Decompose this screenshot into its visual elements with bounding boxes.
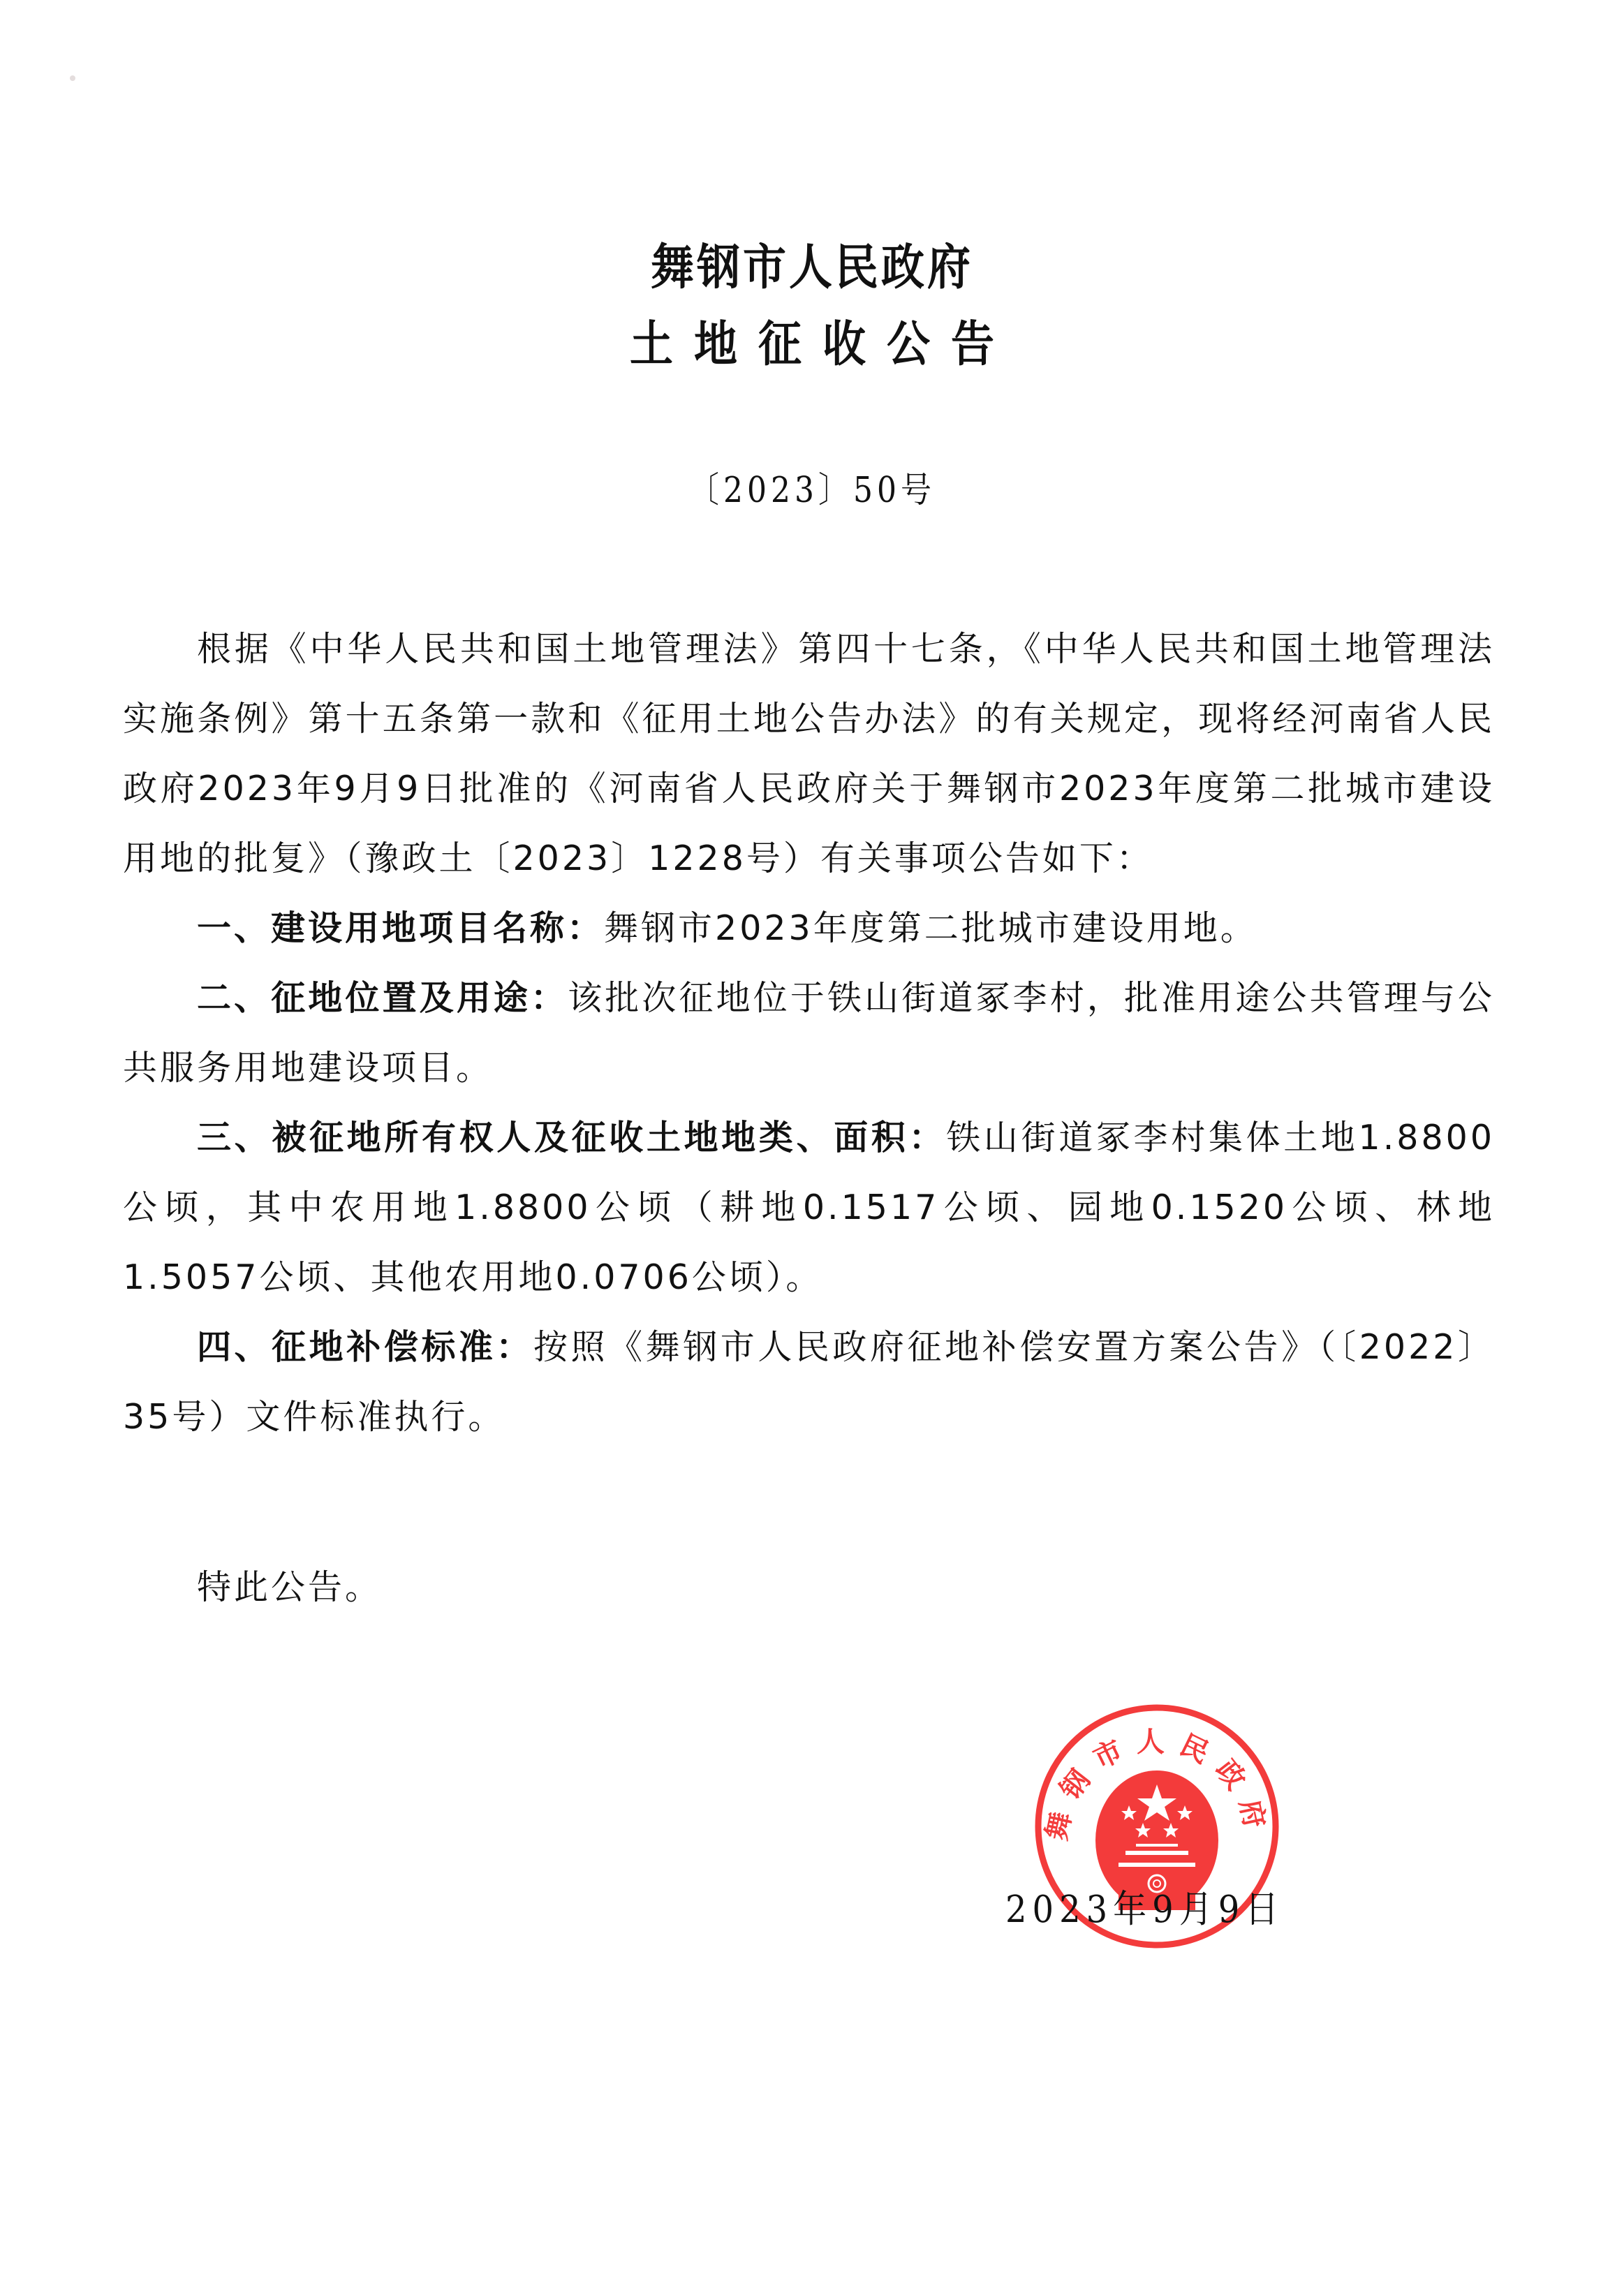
item-3-heading: 三、被征地所有权人及征收土地地类、面积： <box>197 1118 947 1158</box>
item-4-heading: 四、征地补偿标准： <box>197 1327 533 1367</box>
item-4-text: 按照《舞钢市人民政府征地补偿安置方案公告》（〔2022〕35号）文件标准执行。 <box>123 1327 1495 1437</box>
item-2-text: 该批次征地位于铁山街道冢李村，批准用途公共管理与公共服务用地建设项目。 <box>123 978 1495 1088</box>
document-title: 土地征收公告 <box>629 315 1015 373</box>
item-1-text: 舞钢市2023年度第二批城市建设用地。 <box>604 908 1257 948</box>
item-2 <box>123 963 1495 1103</box>
item-1 <box>123 894 1495 963</box>
item-2-heading: 二、征地位置及用途： <box>197 978 568 1018</box>
document-number: 〔2023〕50号 <box>688 470 936 511</box>
seal-text: 舞钢市人民政府 <box>1040 1726 1274 1844</box>
closing-remark: 特此公告。 <box>197 1567 383 1607</box>
item-3 <box>123 1103 1495 1313</box>
item-3-text: 铁山街道冢李村集体土地1.8800公顷，其中农用地1.8800公顷（耕地0.1517公顷、园地0.1520公顷、林地1.5057公顷、其他农用地0.0706公顷）。 <box>123 1118 1495 1297</box>
scan-artifact <box>70 75 75 81</box>
issuer-title: 舞钢市人民政府 <box>650 238 973 296</box>
document-body <box>123 614 1495 1452</box>
signature-date: 2023年9月9日 <box>1005 1887 1285 1932</box>
item-4 <box>123 1313 1495 1452</box>
document-header <box>0 237 1624 374</box>
intro-paragraph: 根据《中华人民共和国土地管理法》第四十七条，《中华人民共和国土地管理法实施条例》第十五条第一款和《征用土地公告办法》的有关规定，现将经河南省人民政府2023年9月9日批准的《河南省人民政府关于舞钢市2023年度第二批城市建设用地的批复》（豫政土〔2023〕1228号）有关事项公告如下： <box>123 629 1495 878</box>
item-1-heading: 一、建设用地项目名称： <box>197 908 605 948</box>
